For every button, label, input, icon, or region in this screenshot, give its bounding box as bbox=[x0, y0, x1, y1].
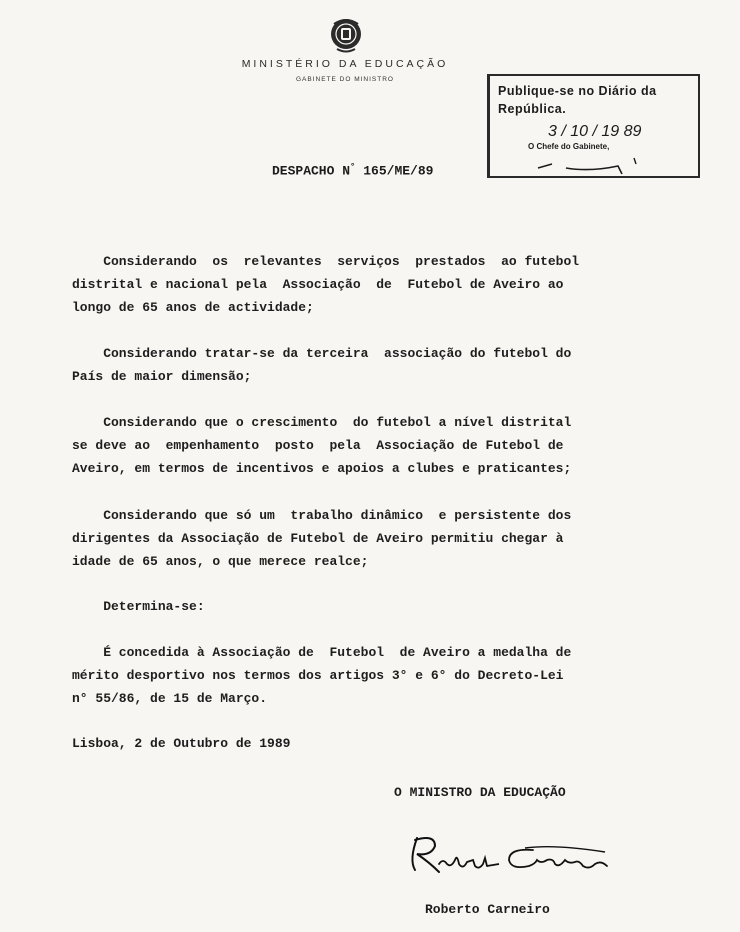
text-line: Considerando tratar-se da terceira associação do futebol do bbox=[72, 346, 572, 361]
text-line: distrital e nacional pela Associação de Futebol de Aveiro ao bbox=[72, 277, 564, 292]
handwritten-signature bbox=[405, 830, 620, 885]
stamp-chief-text: O Chefe do Gabinete, bbox=[528, 142, 610, 151]
stamp-republica-text: República. bbox=[498, 102, 567, 116]
text-line: idade de 65 anos, o que merece realce; bbox=[72, 554, 369, 569]
text-line: Considerando que só um trabalho dinâmico e persistente dos bbox=[72, 508, 572, 523]
stamp-date: 3 / 10 / 19 89 bbox=[548, 123, 642, 140]
text-line: Determina-se: bbox=[72, 599, 205, 614]
signatory-name: Roberto Carneiro bbox=[425, 902, 550, 917]
text-line: longo de 65 anos de actividade; bbox=[72, 300, 314, 315]
cabinet-name: GABINETE DO MINISTRO bbox=[295, 76, 394, 83]
publication-stamp bbox=[487, 74, 700, 178]
text-line: É concedida à Associação de Futebol de Aveiro a medalha de bbox=[72, 645, 572, 660]
ministry-name: MINISTÉRIO DA EDUCAÇÃO bbox=[241, 58, 449, 70]
text-line: n° 55/86, de 15 de Março. bbox=[72, 691, 268, 706]
dispatch-degree: ° bbox=[350, 162, 356, 172]
text-line: mérito desportivo nos termos dos artigos 3° e 6° do Decreto-Lei bbox=[72, 668, 564, 683]
text-line: se deve ao empenhamento posto pela Associação de Futebol de bbox=[72, 438, 564, 453]
dispatch-prefix: DESPACHO N bbox=[272, 163, 351, 179]
dispatch-id: 165/ME/89 bbox=[363, 163, 434, 179]
text-line: dirigentes da Associação de Futebol de Aveiro permitiu chegar à bbox=[72, 531, 564, 546]
paragraph-1 bbox=[72, 250, 678, 319]
dispatch-number bbox=[272, 162, 433, 178]
minister-title: O MINISTRO DA EDUCAÇÃO bbox=[394, 785, 566, 800]
text-line: Considerando que o crescimento do futebol a nível distrital bbox=[72, 415, 572, 430]
stamp-signature-scribble bbox=[530, 154, 650, 178]
place-and-date: Lisboa, 2 de Outubro de 1989 bbox=[72, 736, 291, 751]
portuguese-republic-crest-icon bbox=[329, 16, 363, 54]
paragraph-3 bbox=[72, 411, 678, 480]
paragraph-4 bbox=[72, 504, 678, 573]
paragraph-2 bbox=[72, 342, 678, 388]
text-line: Aveiro, em termos de incentivos e apoios a clubes e praticantes; bbox=[72, 461, 572, 476]
text-line: País de maior dimensão; bbox=[72, 369, 252, 384]
stamp-publish-text: Publique-se no Diário da bbox=[498, 84, 657, 98]
paragraph-determina bbox=[72, 595, 678, 618]
text-line: Considerando os relevantes serviços prestados ao futebol bbox=[72, 254, 580, 269]
paragraph-decision bbox=[72, 641, 678, 710]
